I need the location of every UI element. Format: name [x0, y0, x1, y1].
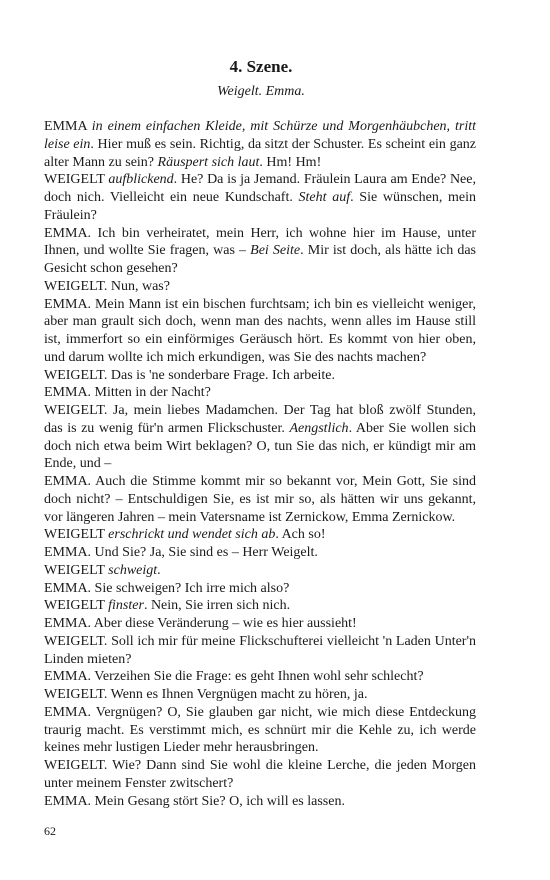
dialogue-text: WEIGELT. Nun, was? [44, 278, 170, 294]
dialogue-paragraph [44, 615, 476, 633]
dialogue-text: EMMA. Sie schweigen? Ich irre mich also? [44, 580, 290, 596]
dialogue-text: EMMA [44, 119, 92, 134]
stage-direction: erschrickt und wendet sich ab [108, 527, 276, 543]
dialogue-text: . Sie wünschen, mein Fräulein? [44, 190, 476, 223]
dialogue-paragraph [44, 668, 476, 686]
dialogue-text: . Hier muß es sein. Richtig, da sitzt der Schuster. Es scheint ein ganz alter Mann zu sein? [44, 136, 476, 170]
dialogue-paragraph [44, 757, 476, 793]
dialogue-text: . Nein, Sie irren sich nich. [143, 598, 291, 614]
dialogue-paragraph [44, 580, 476, 598]
dialogue-paragraph [44, 597, 476, 615]
dialogue-text: EMMA. Aber diese Veränderung – wie es hier aussieht! [44, 616, 357, 631]
dialogue-body [44, 118, 476, 810]
dialogue-paragraph [44, 367, 476, 385]
stage-direction: aufblickend [108, 172, 174, 188]
dialogue-text: EMMA. Mein Mann ist ein bischen furchtsam; ich bin es vielleicht weniger, aber man grault sich doch, wenn man des nachts, wenn alles im Hause still ist, immerfort so ein einförmiges Geräusch hört. Es kommt von hier oben, und darum wollte ich mich erkundigen, was Sie des nachts machen? [44, 296, 476, 365]
dialogue-text: EMMA. Verzeihen Sie die Frage: es geht Ihnen wohl sehr schlecht? [44, 669, 424, 685]
dialogue-paragraph [44, 402, 476, 473]
dialogue-text: WEIGELT. Wie? Dann sind Sie wohl die kleine Lerche, die jeden Morgen unter meinem Fenster zwitschert? [44, 758, 476, 791]
dialogue-text: . Hm! Hm! [259, 154, 322, 170]
dialogue-text: . Aber Sie wollen sich doch nich etwa beim Wirt beklagen? O, tun Sie das nich, er kündigt mir am Ende, und – [44, 420, 476, 472]
stage-direction: Räuspert sich laut [157, 154, 260, 170]
dialogue-text: EMMA. Mein Gesang stört Sie? O, ich will es lassen. [44, 793, 345, 809]
dialogue-paragraph [44, 171, 476, 224]
dialogue-paragraph [44, 704, 476, 757]
stage-direction: in einem einfachen Kleide, mit Schürze und Morgenhäubchen, tritt leise ein [44, 119, 476, 152]
dialogue-paragraph [44, 526, 476, 544]
dialogue-text: . He? Da is ja Jemand. Fräulein Laura am Ende? Nee, doch nich. Vielleicht ein neue Kundschaft. [44, 172, 476, 205]
dialogue-text: EMMA. Und Sie? Ja, Sie sind es – Herr Weigelt. [44, 545, 318, 560]
dialogue-text: WEIGELT. Ja, mein liebes Madamchen. Der Tag hat bloß zwölf Stunden, das is zu wenig für'n armen Flickschuster. [44, 403, 476, 436]
dialogue-paragraph [44, 278, 476, 296]
dialogue-text: WEIGELT. Soll ich mir für meine Flickschufterei vielleicht 'n Laden Unter'n Linden mieten? [44, 633, 476, 667]
stage-direction: Aengstlich [289, 420, 349, 436]
dialogue-text: EMMA. Ich bin verheiratet, mein Herr, ich wohne hier im Hause, unter Ihnen, und wollte Sie fragen, was – [44, 225, 476, 259]
dialogue-text: WEIGELT [44, 598, 109, 614]
dialogue-paragraph [44, 473, 476, 526]
dialogue-text: EMMA. Auch die Stimme kommt mir so bekannt vor, Mein Gott, Sie sind doch nicht? – Entschuldigen Sie, es ist mir so, als hätten wir uns gekannt, vor längeren Jahren – mein Vatersname ist Zernickow, Emma Zernickow. [44, 474, 476, 525]
dialogue-text: EMMA. Vergnügen? O, Sie glauben gar nicht, wie mich diese Entdeckung traurig macht. Es verstimmt mich, es schnürt mir die Kehle zu, ich werde keines mehr lustigen Lieder mehr herausbringen. [44, 704, 476, 756]
dialogue-paragraph [44, 544, 476, 562]
stage-direction: Steht auf [298, 190, 351, 205]
dialogue-text: . Mir ist doch, als hätte ich das Gesicht schon gesehen? [44, 243, 476, 276]
dialogue-text: . [157, 562, 161, 578]
stage-direction: finster [108, 598, 144, 614]
dialogue-paragraph [44, 633, 476, 669]
stage-direction: Bei Seite [250, 243, 301, 259]
dialogue-text: EMMA. Mitten in der Nacht? [44, 385, 211, 401]
scene-heading: 4. Szene. [229, 57, 293, 76]
dialogue-paragraph [44, 225, 476, 278]
dialogue-paragraph [44, 562, 476, 580]
stage-direction: schweigt [108, 562, 158, 578]
dialogue-text: WEIGELT. Wenn es Ihnen Vergnügen macht zu hören, ja. [44, 687, 368, 702]
dialogue-text: WEIGELT [44, 562, 109, 578]
dialogue-paragraph [44, 296, 476, 367]
page-number: 62 [44, 824, 56, 838]
dialogue-paragraph [44, 793, 476, 811]
dialogue-paragraph [44, 686, 476, 704]
dialogue-paragraph [44, 118, 476, 171]
dialogue-text: WEIGELT. Das is 'ne sonderbare Frage. Ich arbeite. [44, 367, 335, 383]
scene-characters: Weigelt. Emma. [217, 84, 305, 99]
dialogue-paragraph [44, 384, 476, 402]
dialogue-text: WEIGELT [44, 172, 109, 188]
dialogue-text: . Ach so! [275, 527, 326, 543]
dialogue-text: WEIGELT [44, 527, 109, 543]
